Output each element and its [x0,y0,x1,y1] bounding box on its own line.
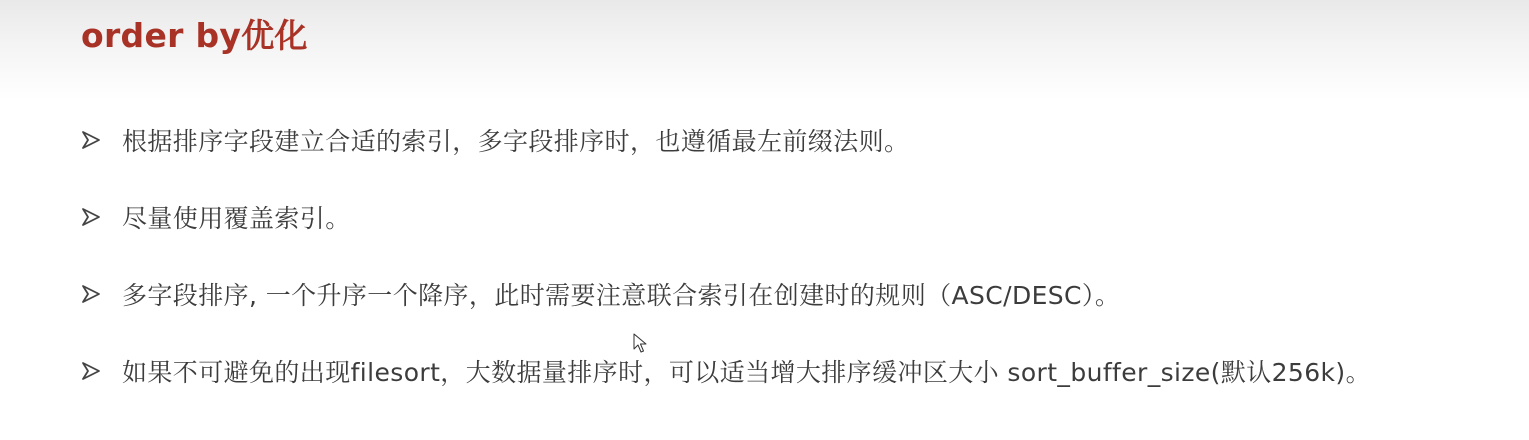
arrow-right-outline-icon [80,360,102,382]
arrow-right-outline-icon [80,129,102,151]
mouse-pointer-icon [633,333,647,353]
bullet-item [80,274,1120,314]
bullet-text: 尽量使用覆盖索引。 [122,204,351,233]
bullet-item [80,351,1371,391]
bullet-item [80,197,351,237]
bullet-text: 根据排序字段建立合适的索引，多字段排序时，也遵循最左前缀法则。 [122,127,910,156]
arrow-right-outline-icon [80,206,102,228]
bullet-text: 多字段排序, 一个升序一个降序，此时需要注意联合索引在创建时的规则（ASC/DESC）。 [122,281,1121,310]
arrow-right-outline-icon [80,283,102,305]
slide-title: order by优化 [81,16,308,55]
bullet-text: 如果不可避免的出现filesort，大数据量排序时，可以适当增大排序缓冲区大小 sort_buffer_size(默认256k)。 [122,358,1371,387]
bullet-item [80,120,909,160]
